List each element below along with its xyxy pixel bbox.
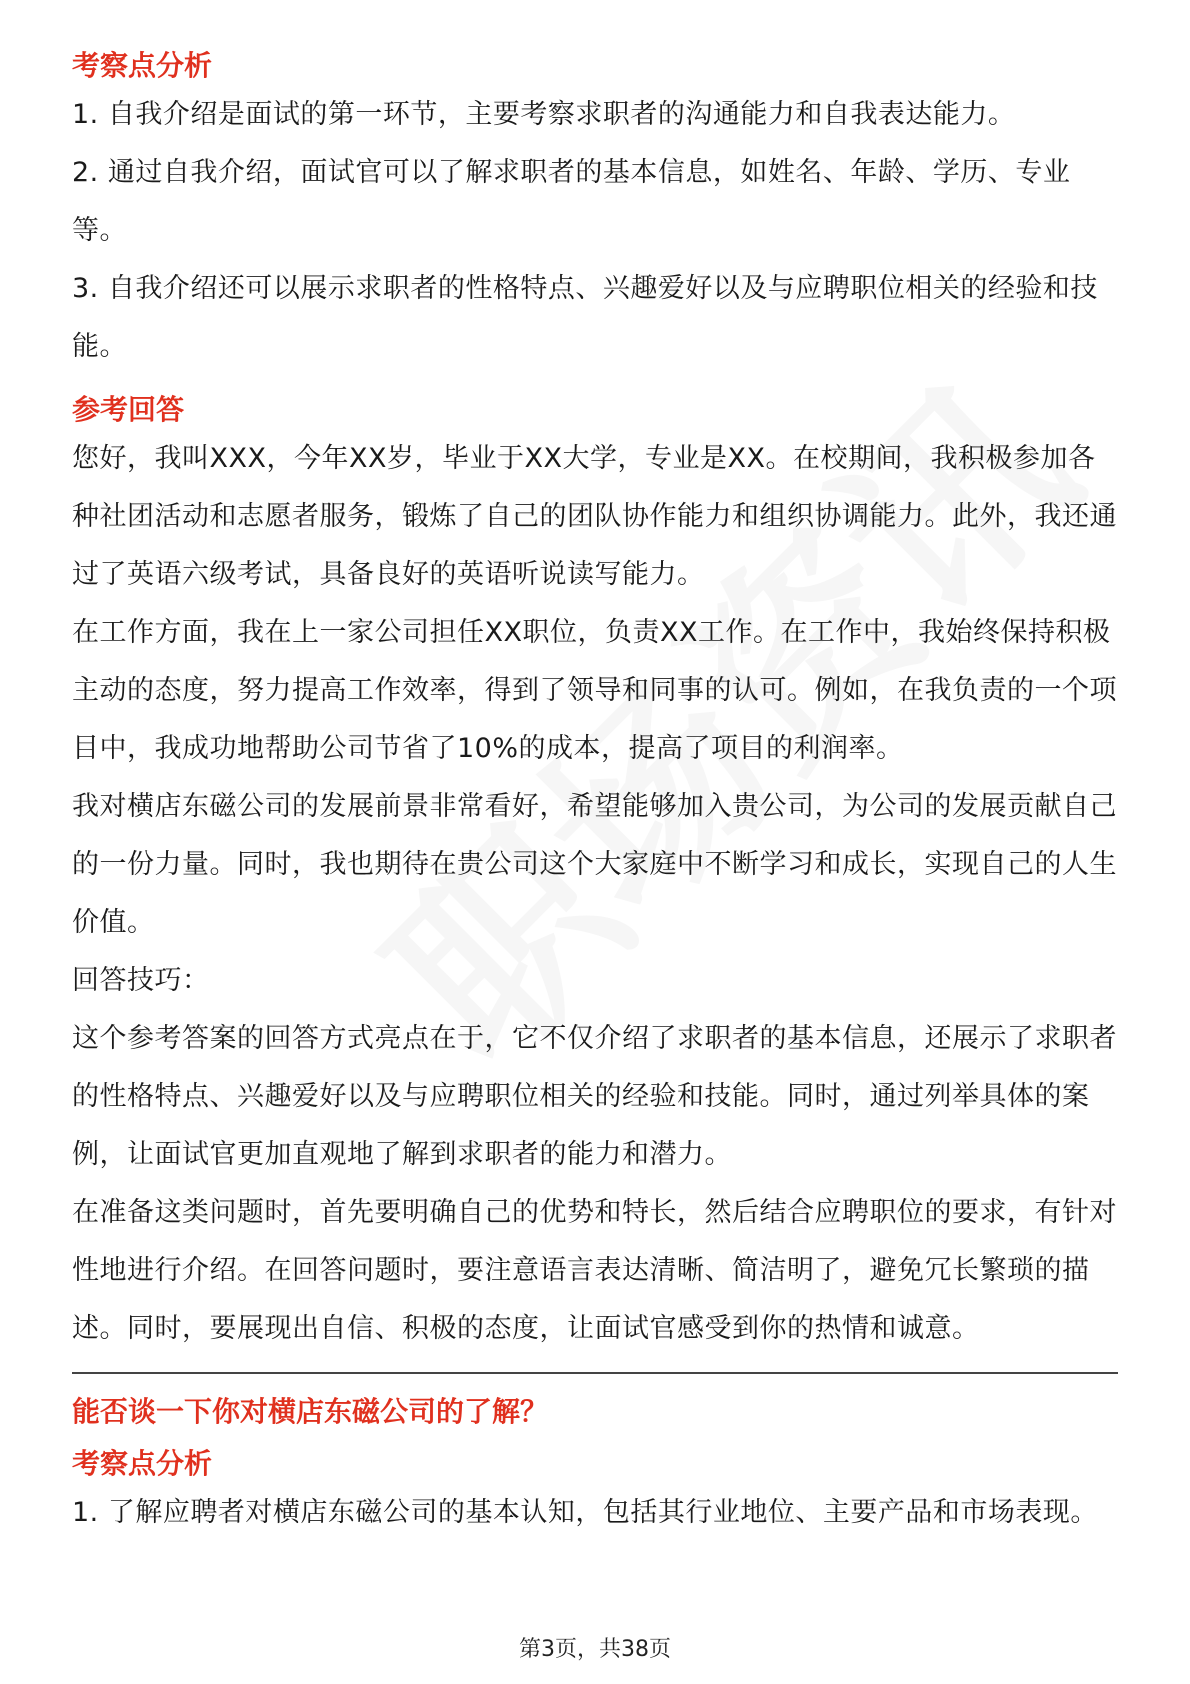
paragraph: 这个参考答案的回答方式亮点在于，它不仅介绍了求职者的基本信息，还展示了求职者的性格特点、兴趣爱好以及与应聘职位相关的经验和技能。同时，通过列举具体的案例，让面试官更加直观地了解到求职者的能力和潜力。 xyxy=(72,1023,1117,1170)
paragraph: 3. 自我介绍还可以展示求职者的性格特点、兴趣爱好以及与应聘职位相关的经验和技能。 xyxy=(72,273,1098,362)
paragraph: 我对横店东磁公司的发展前景非常看好，希望能够加入贵公司，为公司的发展贡献自己的一份力量。同时，我也期待在贵公司这个大家庭中不断学习和成长，实现自己的人生价值。 xyxy=(72,791,1117,938)
section-heading: 参考回答 xyxy=(72,393,185,426)
page-footer: 第3页，共38页 xyxy=(519,1637,671,1662)
answer-tips-label: 回答技巧： xyxy=(72,965,210,996)
document-page xyxy=(72,46,1118,1542)
paragraph: 在准备这类问题时，首先要明确自己的优势和特长，然后结合应聘职位的要求，有针对性地进行介绍。在回答问题时，要注意语言表达清晰、简洁明了，避免冗长繁琐的描述。同时，要展现出自信、积极的态度，让面试官感受到你的热情和诚意。 xyxy=(72,1197,1117,1344)
section-heading: 考察点分析 xyxy=(72,49,213,82)
section-divider xyxy=(72,1372,1118,1374)
paragraph: 在工作方面，我在上一家公司担任XX职位，负责XX工作。在工作中，我始终保持积极主动的态度，努力提高工作效率，得到了领导和同事的认可。例如，在我负责的一个项目中，我成功地帮助公司节省了10%的成本，提高了项目的利润率。 xyxy=(72,617,1117,764)
next-question xyxy=(72,1390,1118,1542)
paragraph: 1. 自我介绍是面试的第一环节，主要考察求职者的沟通能力和自我表达能力。 xyxy=(72,99,1016,130)
paragraph: 2. 通过自我介绍，面试官可以了解求职者的基本信息，如姓名、年龄、学历、专业等。 xyxy=(72,157,1071,246)
section-heading: 考察点分析 xyxy=(72,1447,213,1480)
section-reference-answer xyxy=(72,390,1118,1358)
paragraph: 1. 了解应聘者对横店东磁公司的基本认知，包括其行业地位、主要产品和市场表现。 xyxy=(72,1497,1098,1528)
question-title: 能否谈一下你对横店东磁公司的了解？ xyxy=(72,1395,549,1428)
paragraph: 您好，我叫XXX，今年XX岁，毕业于XX大学，专业是XX。在校期间，我积极参加各种社团活动和志愿者服务，锻炼了自己的团队协作能力和组织协调能力。此外，我还通过了英语六级考试，具备良好的英语听说读写能力。 xyxy=(72,443,1117,590)
section-analysis xyxy=(72,46,1118,376)
